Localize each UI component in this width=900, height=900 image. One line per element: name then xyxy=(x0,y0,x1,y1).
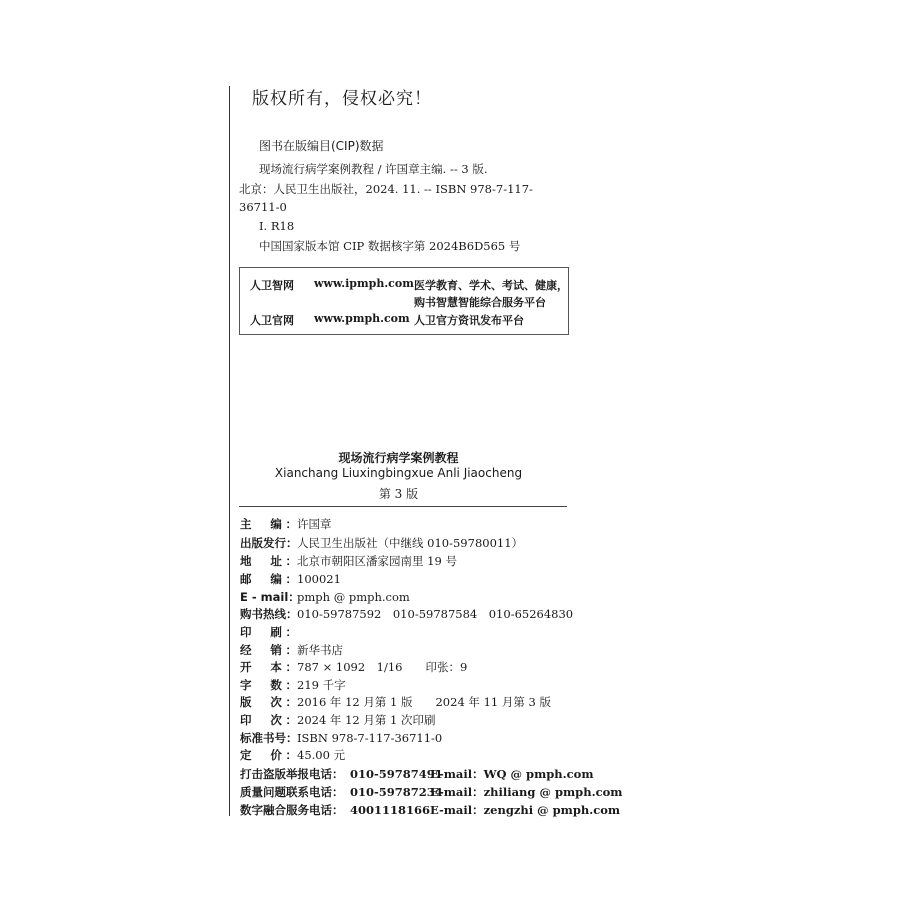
detail-label: 定 价： xyxy=(240,748,297,762)
detail-value: 787 × 1092 1/16 印张：9 xyxy=(297,660,468,674)
cip-line-2: 北京：人民卫生出版社，2024. 11. -- ISBN 978-7-117- xyxy=(239,182,533,196)
detail-row xyxy=(240,730,442,747)
detail-row xyxy=(240,642,343,659)
detail-row xyxy=(240,747,345,764)
detail-label: 购书热线： xyxy=(240,607,298,621)
cip-line-3: 36711-0 xyxy=(239,200,287,214)
detail-value: 219 千字 xyxy=(297,678,346,692)
book-title: 现场流行病学案例教程 xyxy=(338,451,459,465)
website-desc-ipmph-1: 医学教育、学术、考试、健康， xyxy=(414,279,568,292)
hotline-email: E-mail：zhiliang @ pmph.com xyxy=(430,785,623,799)
detail-label: 开 本： xyxy=(240,660,297,674)
detail-row xyxy=(240,624,297,641)
detail-value: 新华书店 xyxy=(297,643,343,657)
detail-row xyxy=(240,516,332,533)
detail-row xyxy=(240,659,467,676)
detail-label: 字 数： xyxy=(240,678,297,692)
divider xyxy=(239,506,567,507)
hotline-row xyxy=(240,766,594,783)
hotline-phone: 010-59787234 xyxy=(350,785,443,799)
detail-row xyxy=(240,606,573,623)
hotline-label: 数字融合服务电话： xyxy=(240,803,344,817)
detail-label: E - mail： xyxy=(240,590,300,604)
cip-line-5: 中国国家版本馆 CIP 数据核字第 2024B6D565 号 xyxy=(259,239,521,253)
hotline-email: E-mail：zengzhi @ pmph.com xyxy=(430,803,621,817)
website-url-pmph[interactable]: www.pmph.com xyxy=(314,312,410,325)
detail-row xyxy=(240,677,346,694)
detail-label: 版 次： xyxy=(240,695,297,709)
detail-row xyxy=(240,694,551,711)
detail-value: 010-59787592 010-59787584 010-65264830 xyxy=(297,607,574,621)
hotline-email: E-mail：WQ @ pmph.com xyxy=(430,767,594,781)
detail-label: 标准书号： xyxy=(240,731,298,745)
detail-value: pmph @ pmph.com xyxy=(297,590,410,604)
hotline-row xyxy=(240,784,622,801)
website-url-ipmph[interactable]: www.ipmph.com xyxy=(314,277,414,290)
cip-title: 图书在版编目(CIP)数据 xyxy=(259,139,384,153)
hotline-label: 打击盗版举报电话： xyxy=(240,767,344,781)
detail-row xyxy=(240,571,341,588)
website-desc-pmph: 人卫官方资讯发布平台 xyxy=(414,314,524,327)
detail-value: 许国章 xyxy=(297,517,332,531)
detail-value: 100021 xyxy=(297,572,341,586)
detail-label: 主 编： xyxy=(240,517,297,531)
cip-line-1: 现场流行病学案例教程 / 许国章主编. -- 3 版. xyxy=(259,162,488,176)
copyright-heading: 版权所有，侵权必究！ xyxy=(252,89,432,109)
cip-line-4: Ⅰ. R18 xyxy=(259,219,295,233)
website-box xyxy=(239,267,569,335)
detail-label: 邮 编： xyxy=(240,572,297,586)
website-name-ipmph: 人卫智网 xyxy=(250,279,294,292)
detail-value: 2024 年 12 月第 1 次印刷 xyxy=(297,713,436,727)
detail-label: 印 次： xyxy=(240,713,297,727)
website-name-pmph: 人卫官网 xyxy=(250,314,294,327)
detail-value: 45.00 元 xyxy=(297,748,346,762)
book-title-pinyin: Xianchang Liuxingbingxue Anli Jiaocheng xyxy=(274,466,523,480)
hotline-row xyxy=(240,802,620,819)
website-desc-ipmph-2: 购书智慧智能综合服务平台 xyxy=(414,296,546,309)
detail-row xyxy=(240,535,523,552)
book-edition: 第 3 版 xyxy=(378,487,419,501)
detail-value: 人民卫生出版社（中继线 010-59780011） xyxy=(297,536,524,550)
detail-row xyxy=(240,553,457,570)
detail-value: ISBN 978-7-117-36711-0 xyxy=(297,731,443,745)
detail-label: 经 销： xyxy=(240,643,297,657)
hotline-phone: 4001118166 xyxy=(350,803,431,817)
detail-value: 2016 年 12 月第 1 版 2024 年 11 月第 3 版 xyxy=(297,695,551,709)
detail-label: 出版发行： xyxy=(240,536,298,550)
hotline-phone: 010-59787491 xyxy=(350,767,443,781)
detail-label: 印 刷： xyxy=(240,625,297,639)
detail-row xyxy=(240,712,436,729)
detail-value: 北京市朝阳区潘家园南里 19 号 xyxy=(297,554,457,568)
hotline-label: 质量问题联系电话： xyxy=(240,785,344,799)
detail-label: 地 址： xyxy=(240,554,297,568)
detail-row xyxy=(240,589,410,606)
